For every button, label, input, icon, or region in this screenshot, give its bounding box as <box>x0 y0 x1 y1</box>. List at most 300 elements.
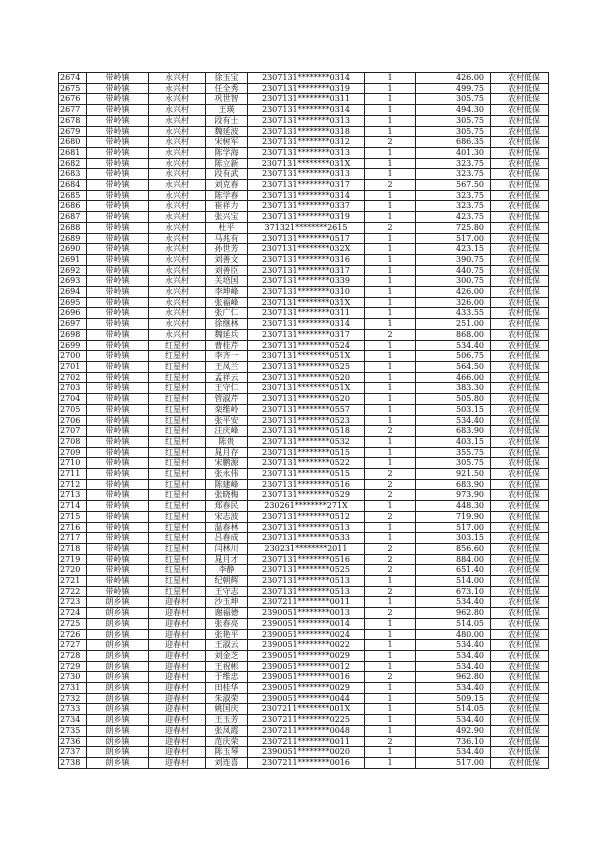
amount-cell: 300.75 <box>416 276 491 287</box>
id-number-cell: 2307131********0520 <box>248 372 365 383</box>
row-number-cell: 2700 <box>59 351 87 362</box>
id-number-cell: 2307131********0512 <box>248 511 365 522</box>
row-number-cell: 2719 <box>59 554 87 565</box>
table-row <box>59 426 549 437</box>
village-cell: 迎春村 <box>149 715 206 726</box>
town-cell: 带岭镇 <box>87 576 149 587</box>
row-number-cell: 2709 <box>59 447 87 458</box>
amount-cell: 534.40 <box>416 340 491 351</box>
row-number-cell: 2691 <box>59 254 87 265</box>
aid-type-cell: 农村低保 <box>491 511 549 522</box>
id-number-cell: 2307131********0515 <box>248 469 365 480</box>
name-cell: 王瑛 <box>206 105 248 116</box>
row-number-cell: 2694 <box>59 287 87 298</box>
household-size-cell: 2 <box>365 736 416 747</box>
town-cell: 带岭镇 <box>87 415 149 426</box>
name-cell: 李齐一 <box>206 351 248 362</box>
household-size-cell: 2 <box>365 479 416 490</box>
aid-type-cell: 农村低保 <box>491 319 549 330</box>
aid-type-cell: 农村低保 <box>491 533 549 544</box>
aid-type-cell: 农村低保 <box>491 287 549 298</box>
aid-type-cell: 农村低保 <box>491 436 549 447</box>
name-cell: 于维忠 <box>206 672 248 683</box>
table-row <box>59 436 549 447</box>
row-number-cell: 2684 <box>59 180 87 191</box>
name-cell: 陈学春 <box>206 190 248 201</box>
name-cell: 朱淑荣 <box>206 693 248 704</box>
row-number-cell: 2724 <box>59 608 87 619</box>
name-cell: 魏延兵 <box>206 329 248 340</box>
town-cell: 带岭镇 <box>87 137 149 148</box>
name-cell: 范庆荣 <box>206 736 248 747</box>
aid-type-cell: 农村低保 <box>491 222 549 233</box>
village-cell: 红星村 <box>149 415 206 426</box>
amount-cell: 673.10 <box>416 586 491 597</box>
table-row <box>59 736 549 747</box>
town-cell: 朗乡镇 <box>87 672 149 683</box>
row-number-cell: 2699 <box>59 340 87 351</box>
amount-cell: 683.90 <box>416 426 491 437</box>
row-number-cell: 2696 <box>59 308 87 319</box>
village-cell: 永兴村 <box>149 222 206 233</box>
table-row <box>59 83 549 94</box>
village-cell: 迎春村 <box>149 640 206 651</box>
town-cell: 带岭镇 <box>87 340 149 351</box>
table-body <box>59 73 549 769</box>
table-row <box>59 758 549 769</box>
table-row <box>59 180 549 191</box>
table-row <box>59 650 549 661</box>
town-cell: 带岭镇 <box>87 436 149 447</box>
aid-type-cell: 农村低保 <box>491 254 549 265</box>
table-row <box>59 319 549 330</box>
row-number-cell: 2686 <box>59 201 87 212</box>
row-number-cell: 2715 <box>59 511 87 522</box>
amount-cell: 305.75 <box>416 126 491 137</box>
amount-cell: 884.00 <box>416 554 491 565</box>
town-cell: 朗乡镇 <box>87 704 149 715</box>
household-size-cell: 1 <box>365 404 416 415</box>
amount-cell: 326.00 <box>416 297 491 308</box>
aid-type-cell: 农村低保 <box>491 126 549 137</box>
village-cell: 永兴村 <box>149 115 206 126</box>
village-cell: 永兴村 <box>149 319 206 330</box>
id-number-cell: 2307211********001X <box>248 704 365 715</box>
table-row <box>59 126 549 137</box>
table-row <box>59 447 549 458</box>
id-number-cell: 2307131********0314 <box>248 319 365 330</box>
table-row <box>59 276 549 287</box>
village-cell: 永兴村 <box>149 169 206 180</box>
aid-type-cell: 农村低保 <box>491 115 549 126</box>
table-row <box>59 458 549 469</box>
village-cell: 永兴村 <box>149 329 206 340</box>
amount-cell: 492.90 <box>416 725 491 736</box>
row-number-cell: 2734 <box>59 715 87 726</box>
id-number-cell: 2307131********0313 <box>248 147 365 158</box>
amount-cell: 323.75 <box>416 201 491 212</box>
name-cell: 陈学海 <box>206 147 248 158</box>
amount-cell: 499.75 <box>416 83 491 94</box>
village-cell: 红星村 <box>149 469 206 480</box>
id-number-cell: 2307131********0311 <box>248 308 365 319</box>
household-size-cell: 1 <box>365 94 416 105</box>
id-number-cell: 2307211********0048 <box>248 725 365 736</box>
town-cell: 朗乡镇 <box>87 736 149 747</box>
aid-type-cell: 农村低保 <box>491 158 549 169</box>
id-number-cell: 2307131********0339 <box>248 276 365 287</box>
name-cell: 刘克春 <box>206 180 248 191</box>
name-cell: 姚国庆 <box>206 704 248 715</box>
town-cell: 带岭镇 <box>87 426 149 437</box>
town-cell: 朗乡镇 <box>87 758 149 769</box>
town-cell: 朗乡镇 <box>87 693 149 704</box>
aid-type-cell: 农村低保 <box>491 73 549 84</box>
table-row <box>59 661 549 672</box>
table-row <box>59 137 549 148</box>
town-cell: 带岭镇 <box>87 276 149 287</box>
table-row <box>59 265 549 276</box>
aid-type-cell: 农村低保 <box>491 404 549 415</box>
town-cell: 带岭镇 <box>87 522 149 533</box>
row-number-cell: 2706 <box>59 415 87 426</box>
name-cell: 张平安 <box>206 415 248 426</box>
amount-cell: 480.00 <box>416 629 491 640</box>
row-number-cell: 2713 <box>59 490 87 501</box>
aid-type-cell: 农村低保 <box>491 672 549 683</box>
row-number-cell: 2677 <box>59 105 87 116</box>
aid-type-cell: 农村低保 <box>491 629 549 640</box>
town-cell: 朗乡镇 <box>87 650 149 661</box>
amount-cell: 962.80 <box>416 608 491 619</box>
name-cell: 段有武 <box>206 169 248 180</box>
village-cell: 红星村 <box>149 340 206 351</box>
aid-type-cell: 农村低保 <box>491 597 549 608</box>
name-cell: 徐继林 <box>206 319 248 330</box>
id-number-cell: 2307131********0314 <box>248 190 365 201</box>
name-cell: 沙玉坤 <box>206 597 248 608</box>
row-number-cell: 2698 <box>59 329 87 340</box>
amount-cell: 426.00 <box>416 287 491 298</box>
aid-type-cell: 农村低保 <box>491 736 549 747</box>
id-number-cell: 2307131********0532 <box>248 436 365 447</box>
village-cell: 红星村 <box>149 586 206 597</box>
village-cell: 永兴村 <box>149 276 206 287</box>
aid-type-cell: 农村低保 <box>491 190 549 201</box>
village-cell: 永兴村 <box>149 201 206 212</box>
town-cell: 带岭镇 <box>87 372 149 383</box>
household-size-cell: 1 <box>365 340 416 351</box>
id-number-cell: 2307131********0313 <box>248 169 365 180</box>
village-cell: 永兴村 <box>149 190 206 201</box>
household-size-cell: 2 <box>365 672 416 683</box>
id-number-cell: 2307131********031X <box>248 158 365 169</box>
amount-cell: 323.75 <box>416 158 491 169</box>
id-number-cell: 2307131********032X <box>248 244 365 255</box>
aid-type-cell: 农村低保 <box>491 394 549 405</box>
row-number-cell: 2738 <box>59 758 87 769</box>
name-cell: 陈贵 <box>206 436 248 447</box>
id-number-cell: 2307131********0513 <box>248 586 365 597</box>
amount-cell: 856.60 <box>416 543 491 554</box>
row-number-cell: 2728 <box>59 650 87 661</box>
name-cell: 宋树军 <box>206 137 248 148</box>
aid-type-cell: 农村低保 <box>491 361 549 372</box>
town-cell: 带岭镇 <box>87 479 149 490</box>
id-number-cell: 2307131********0522 <box>248 458 365 469</box>
aid-type-cell: 农村低保 <box>491 458 549 469</box>
household-size-cell: 1 <box>365 725 416 736</box>
village-cell: 红星村 <box>149 436 206 447</box>
town-cell: 带岭镇 <box>87 543 149 554</box>
name-cell: 崔祥力 <box>206 201 248 212</box>
name-cell: 王淑云 <box>206 640 248 651</box>
aid-type-cell: 农村低保 <box>491 715 549 726</box>
amount-cell: 514.05 <box>416 618 491 629</box>
town-cell: 带岭镇 <box>87 169 149 180</box>
aid-type-cell: 农村低保 <box>491 233 549 244</box>
household-size-cell: 2 <box>365 554 416 565</box>
household-size-cell: 1 <box>365 415 416 426</box>
row-number-cell: 2688 <box>59 222 87 233</box>
table-row <box>59 704 549 715</box>
id-number-cell: 2307131********0523 <box>248 415 365 426</box>
row-number-cell: 2683 <box>59 169 87 180</box>
row-number-cell: 2704 <box>59 394 87 405</box>
household-size-cell: 1 <box>365 522 416 533</box>
id-number-cell: 2307131********0525 <box>248 565 365 576</box>
amount-cell: 503.15 <box>416 404 491 415</box>
table-row <box>59 415 549 426</box>
town-cell: 带岭镇 <box>87 201 149 212</box>
table-row <box>59 565 549 576</box>
town-cell: 带岭镇 <box>87 222 149 233</box>
town-cell: 带岭镇 <box>87 94 149 105</box>
household-size-cell: 1 <box>365 361 416 372</box>
town-cell: 带岭镇 <box>87 308 149 319</box>
id-number-cell: 2307131********0310 <box>248 287 365 298</box>
row-number-cell: 2730 <box>59 672 87 683</box>
amount-cell: 517.00 <box>416 758 491 769</box>
aid-type-cell: 农村低保 <box>491 661 549 672</box>
row-number-cell: 2681 <box>59 147 87 158</box>
name-cell: 王玉芳 <box>206 715 248 726</box>
household-size-cell: 1 <box>365 244 416 255</box>
name-cell: 张广仁 <box>206 308 248 319</box>
table-row <box>59 597 549 608</box>
aid-type-cell: 农村低保 <box>491 372 549 383</box>
name-cell: 吕春成 <box>206 533 248 544</box>
row-number-cell: 2707 <box>59 426 87 437</box>
village-cell: 红星村 <box>149 522 206 533</box>
village-cell: 永兴村 <box>149 212 206 223</box>
table-row <box>59 576 549 587</box>
row-number-cell: 2679 <box>59 126 87 137</box>
village-cell: 永兴村 <box>149 297 206 308</box>
row-number-cell: 2723 <box>59 597 87 608</box>
household-size-cell: 2 <box>365 565 416 576</box>
amount-cell: 534.40 <box>416 650 491 661</box>
town-cell: 带岭镇 <box>87 511 149 522</box>
row-number-cell: 2695 <box>59 297 87 308</box>
village-cell: 迎春村 <box>149 597 206 608</box>
amount-cell: 423.15 <box>416 244 491 255</box>
village-cell: 迎春村 <box>149 758 206 769</box>
table-row <box>59 618 549 629</box>
name-cell: 孙世芳 <box>206 244 248 255</box>
aid-type-cell: 农村低保 <box>491 297 549 308</box>
town-cell: 带岭镇 <box>87 126 149 137</box>
name-cell: 杜平 <box>206 222 248 233</box>
id-number-cell: 2307131********0316 <box>248 254 365 265</box>
table-row <box>59 554 549 565</box>
amount-cell: 401.30 <box>416 147 491 158</box>
village-cell: 永兴村 <box>149 137 206 148</box>
household-size-cell: 1 <box>365 576 416 587</box>
table-row <box>59 244 549 255</box>
household-size-cell: 2 <box>365 586 416 597</box>
id-number-cell: 2390051********0044 <box>248 693 365 704</box>
amount-cell: 517.00 <box>416 233 491 244</box>
household-size-cell: 1 <box>365 758 416 769</box>
aid-type-cell: 农村低保 <box>491 244 549 255</box>
table-row <box>59 725 549 736</box>
name-cell: 管淑芹 <box>206 394 248 405</box>
id-number-cell: 2390051********0029 <box>248 650 365 661</box>
row-number-cell: 2702 <box>59 372 87 383</box>
table-row <box>59 533 549 544</box>
amount-cell: 567.50 <box>416 180 491 191</box>
aid-type-cell: 农村低保 <box>491 105 549 116</box>
household-size-cell: 1 <box>365 693 416 704</box>
aid-type-cell: 农村低保 <box>491 747 549 758</box>
aid-type-cell: 农村低保 <box>491 426 549 437</box>
name-cell: 关培国 <box>206 276 248 287</box>
table-row <box>59 105 549 116</box>
household-size-cell: 2 <box>365 222 416 233</box>
name-cell: 王守志 <box>206 586 248 597</box>
village-cell: 永兴村 <box>149 308 206 319</box>
id-number-cell: 2307131********0524 <box>248 340 365 351</box>
table-row <box>59 254 549 265</box>
row-number-cell: 2729 <box>59 661 87 672</box>
amount-cell: 651.40 <box>416 565 491 576</box>
table-row <box>59 672 549 683</box>
name-cell: 陈玉琴 <box>206 747 248 758</box>
town-cell: 带岭镇 <box>87 287 149 298</box>
household-size-cell: 1 <box>365 169 416 180</box>
table-row <box>59 501 549 512</box>
village-cell: 永兴村 <box>149 233 206 244</box>
household-size-cell: 1 <box>365 683 416 694</box>
table-row <box>59 511 549 522</box>
amount-cell: 962.80 <box>416 672 491 683</box>
name-cell: 纪朝辉 <box>206 576 248 587</box>
household-size-cell: 1 <box>365 308 416 319</box>
name-cell: 陈立新 <box>206 158 248 169</box>
row-number-cell: 2689 <box>59 233 87 244</box>
village-cell: 迎春村 <box>149 618 206 629</box>
amount-cell: 509.15 <box>416 693 491 704</box>
table-row <box>59 190 549 201</box>
table-row <box>59 394 549 405</box>
row-number-cell: 2735 <box>59 725 87 736</box>
id-number-cell: 2307131********0311 <box>248 94 365 105</box>
table-row <box>59 329 549 340</box>
household-size-cell: 1 <box>365 715 416 726</box>
town-cell: 带岭镇 <box>87 554 149 565</box>
table-row <box>59 158 549 169</box>
household-size-cell: 1 <box>365 201 416 212</box>
name-cell: 刘善臣 <box>206 265 248 276</box>
household-size-cell: 1 <box>365 383 416 394</box>
village-cell: 永兴村 <box>149 254 206 265</box>
town-cell: 朗乡镇 <box>87 618 149 629</box>
name-cell: 宋志波 <box>206 511 248 522</box>
name-cell: 段有士 <box>206 115 248 126</box>
household-size-cell: 1 <box>365 704 416 715</box>
row-number-cell: 2680 <box>59 137 87 148</box>
table-row <box>59 469 549 480</box>
town-cell: 带岭镇 <box>87 565 149 576</box>
household-size-cell: 2 <box>365 511 416 522</box>
row-number-cell: 2682 <box>59 158 87 169</box>
town-cell: 带岭镇 <box>87 490 149 501</box>
aid-type-cell: 农村低保 <box>491 180 549 191</box>
aid-type-cell: 农村低保 <box>491 147 549 158</box>
household-size-cell: 1 <box>365 297 416 308</box>
row-number-cell: 2676 <box>59 94 87 105</box>
town-cell: 带岭镇 <box>87 158 149 169</box>
village-cell: 红星村 <box>149 511 206 522</box>
table-row <box>59 479 549 490</box>
row-number-cell: 2711 <box>59 469 87 480</box>
town-cell: 带岭镇 <box>87 115 149 126</box>
town-cell: 带岭镇 <box>87 458 149 469</box>
table-row <box>59 361 549 372</box>
name-cell: 张凤霞 <box>206 725 248 736</box>
household-size-cell: 1 <box>365 73 416 84</box>
village-cell: 红星村 <box>149 501 206 512</box>
name-cell: 李静 <box>206 565 248 576</box>
name-cell: 晁月才 <box>206 554 248 565</box>
village-cell: 红星村 <box>149 576 206 587</box>
town-cell: 带岭镇 <box>87 254 149 265</box>
aid-type-cell: 农村低保 <box>491 351 549 362</box>
household-size-cell: 1 <box>365 372 416 383</box>
aid-type-cell: 农村低保 <box>491 329 549 340</box>
row-number-cell: 2720 <box>59 565 87 576</box>
amount-cell: 564.50 <box>416 361 491 372</box>
id-number-cell: 2307131********0317 <box>248 180 365 191</box>
row-number-cell: 2687 <box>59 212 87 223</box>
amount-cell: 355.75 <box>416 447 491 458</box>
amount-cell: 534.40 <box>416 683 491 694</box>
household-size-cell: 2 <box>365 543 416 554</box>
id-number-cell: 2307131********0314 <box>248 105 365 116</box>
row-number-cell: 2736 <box>59 736 87 747</box>
household-size-cell: 2 <box>365 329 416 340</box>
household-size-cell: 1 <box>365 265 416 276</box>
town-cell: 朗乡镇 <box>87 629 149 640</box>
village-cell: 红星村 <box>149 490 206 501</box>
town-cell: 朗乡镇 <box>87 683 149 694</box>
household-size-cell: 1 <box>365 458 416 469</box>
village-cell: 迎春村 <box>149 736 206 747</box>
name-cell: 刘善文 <box>206 254 248 265</box>
table-row <box>59 683 549 694</box>
aid-type-cell: 农村低保 <box>491 586 549 597</box>
